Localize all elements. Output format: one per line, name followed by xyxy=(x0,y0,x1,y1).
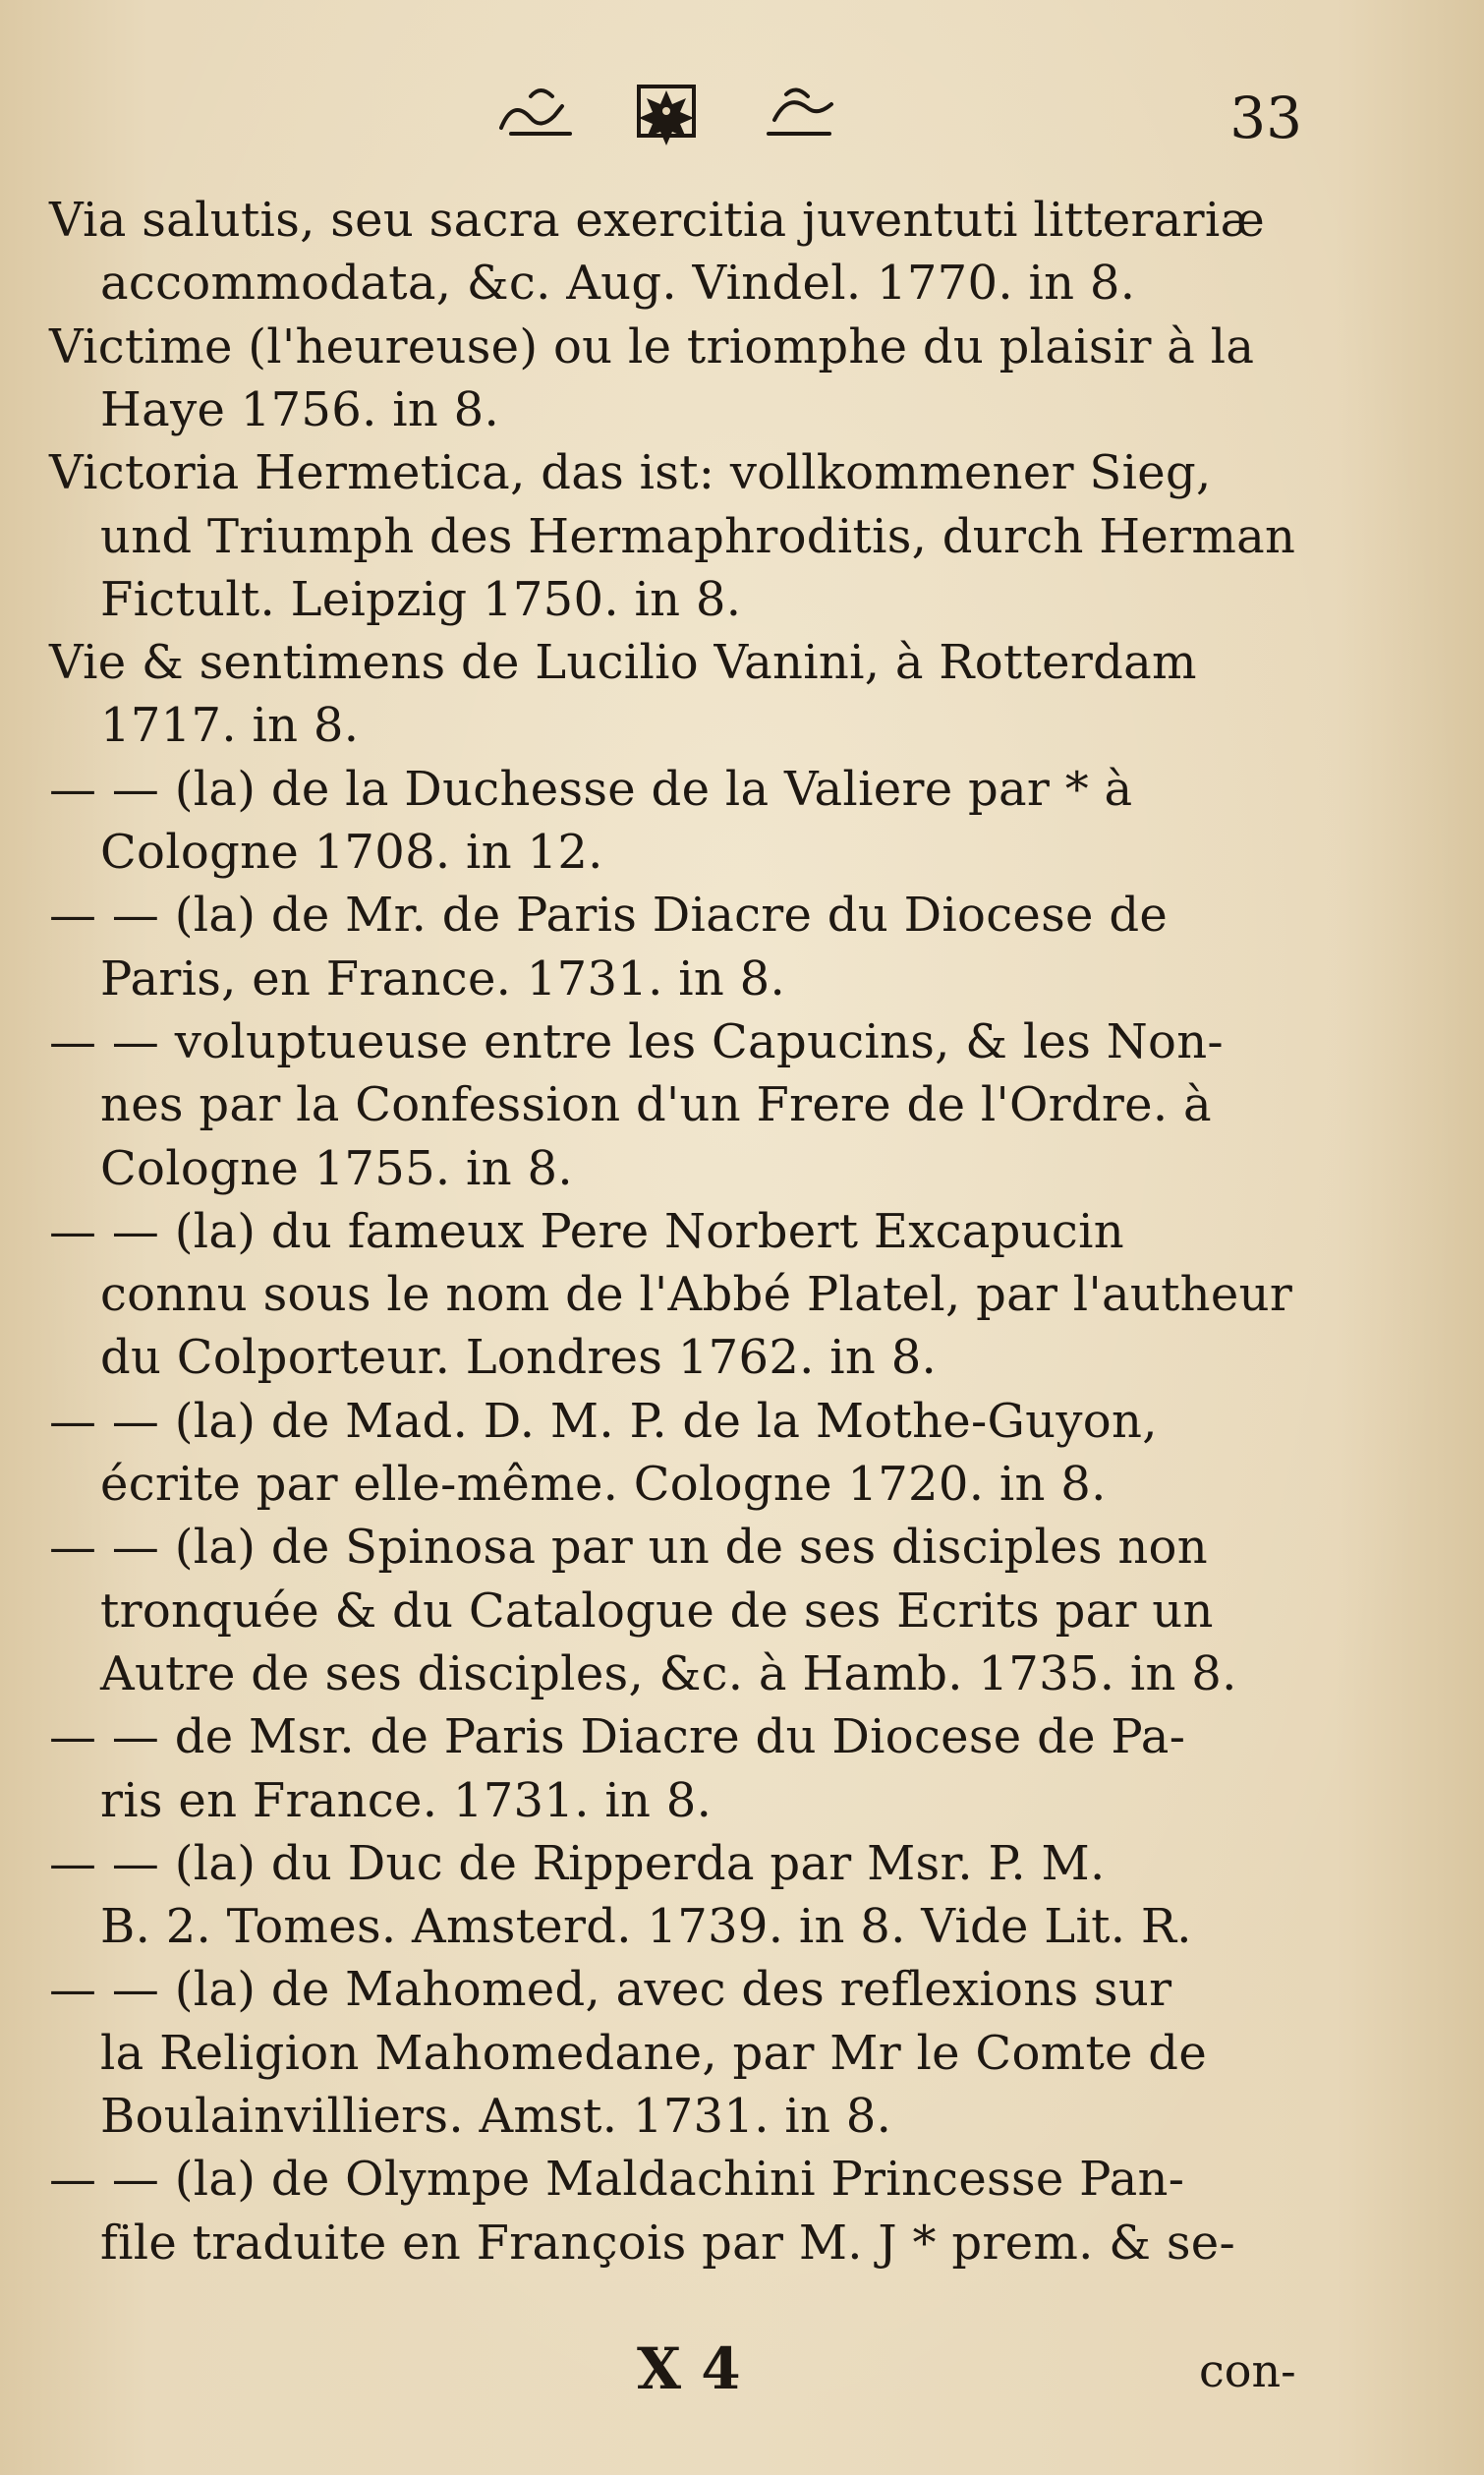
entry-line: écrite par elle-même. Cologne 1720. in 8. xyxy=(100,1457,1107,1512)
entry-line: Cologne 1708. in 12. xyxy=(100,825,603,880)
page-header xyxy=(0,69,1484,157)
entry-line: Paris, en France. 1731. in 8. xyxy=(100,950,786,1007)
entry-line: — — (la) de Olympe Maldachini Princesse Pan- xyxy=(49,2152,1185,2208)
entry-line: 1717. in 8. xyxy=(100,698,360,754)
entry-line: — — (la) de Mad. D. M. P. de la Mothe-Guyon, xyxy=(49,1393,1158,1449)
entry-line: — — (la) de Mr. de Paris Diacre du Diocese de xyxy=(49,888,1169,944)
entry-line: Cologne 1755. in 8. xyxy=(100,1140,573,1196)
entry-line: und Triumph des Hermaphroditis, durch Herman xyxy=(100,508,1296,564)
entry-line: nes par la Confession d'un Frere de l'Ordre. à xyxy=(100,1077,1212,1133)
entry-line: du Colporteur. Londres 1762. in 8. xyxy=(100,1330,938,1386)
entry-line: Boulainvilliers. Amst. 1731. in 8. xyxy=(100,2089,892,2144)
entry-line: — — (la) de Mahomed, avec des reflexions sur xyxy=(49,1962,1172,2018)
entry-line: la Religion Mahomedane, par Mr le Comte de xyxy=(100,2025,1208,2081)
entry-line: — — (la) de la Duchesse de la Valiere par * à xyxy=(49,761,1133,817)
entry-line: B. 2. Tomes. Amsterd. 1739. in 8. Vide Lit. R. xyxy=(100,1899,1192,1955)
signature-mark: X 4 xyxy=(637,2335,741,2402)
entry-line: Via salutis, seu sacra exercitia juventuti litterariæ xyxy=(49,193,1265,248)
entry-line: Fictult. Leipzig 1750. in 8. xyxy=(100,571,742,627)
entry-line: — — (la) de Spinosa par un de ses disciples non xyxy=(49,1520,1208,1576)
page-number: 33 xyxy=(1229,85,1302,151)
entry-line: Victime (l'heureuse) ou le triomphe du plaisir à la xyxy=(49,318,1255,374)
entry-line: ris en France. 1731. in 8. xyxy=(100,1772,713,1828)
catchword: con- xyxy=(1199,2344,1296,2397)
entry-line: — — (la) du fameux Pere Norbert Excapucin xyxy=(49,1203,1124,1259)
printer-ornament-icon xyxy=(491,77,845,145)
entry-line: file traduite en François par M. J * prem. & se- xyxy=(100,2215,1236,2271)
entry-line: Autre de ses disciples, &c. à Hamb. 1735. in 8. xyxy=(100,1645,1237,1701)
entry-line: — — de Msr. de Paris Diacre du Diocese de Pa- xyxy=(49,1709,1186,1765)
star-icon xyxy=(639,86,694,145)
entry-line: Victoria Hermetica, das ist: vollkommener Sieg, xyxy=(49,445,1212,501)
entry-line: tronquée & du Catalogue de ses Ecrits par un xyxy=(100,1583,1214,1639)
entry-line: connu sous le nom de l'Abbé Platel, par l'autheur xyxy=(100,1267,1293,1323)
entry-line: Vie & sentimens de Lucilio Vanini, à Rotterdam xyxy=(49,635,1197,691)
entry-line: — — (la) du Duc de Ripperda par Msr. P. M. xyxy=(49,1835,1106,1891)
entry-line: Haye 1756. in 8. xyxy=(100,381,500,437)
entry-line: accommodata, &c. Aug. Vindel. 1770. in 8. xyxy=(100,256,1136,312)
entry-line: — — voluptueuse entre les Capucins, & les Non- xyxy=(49,1013,1224,1069)
